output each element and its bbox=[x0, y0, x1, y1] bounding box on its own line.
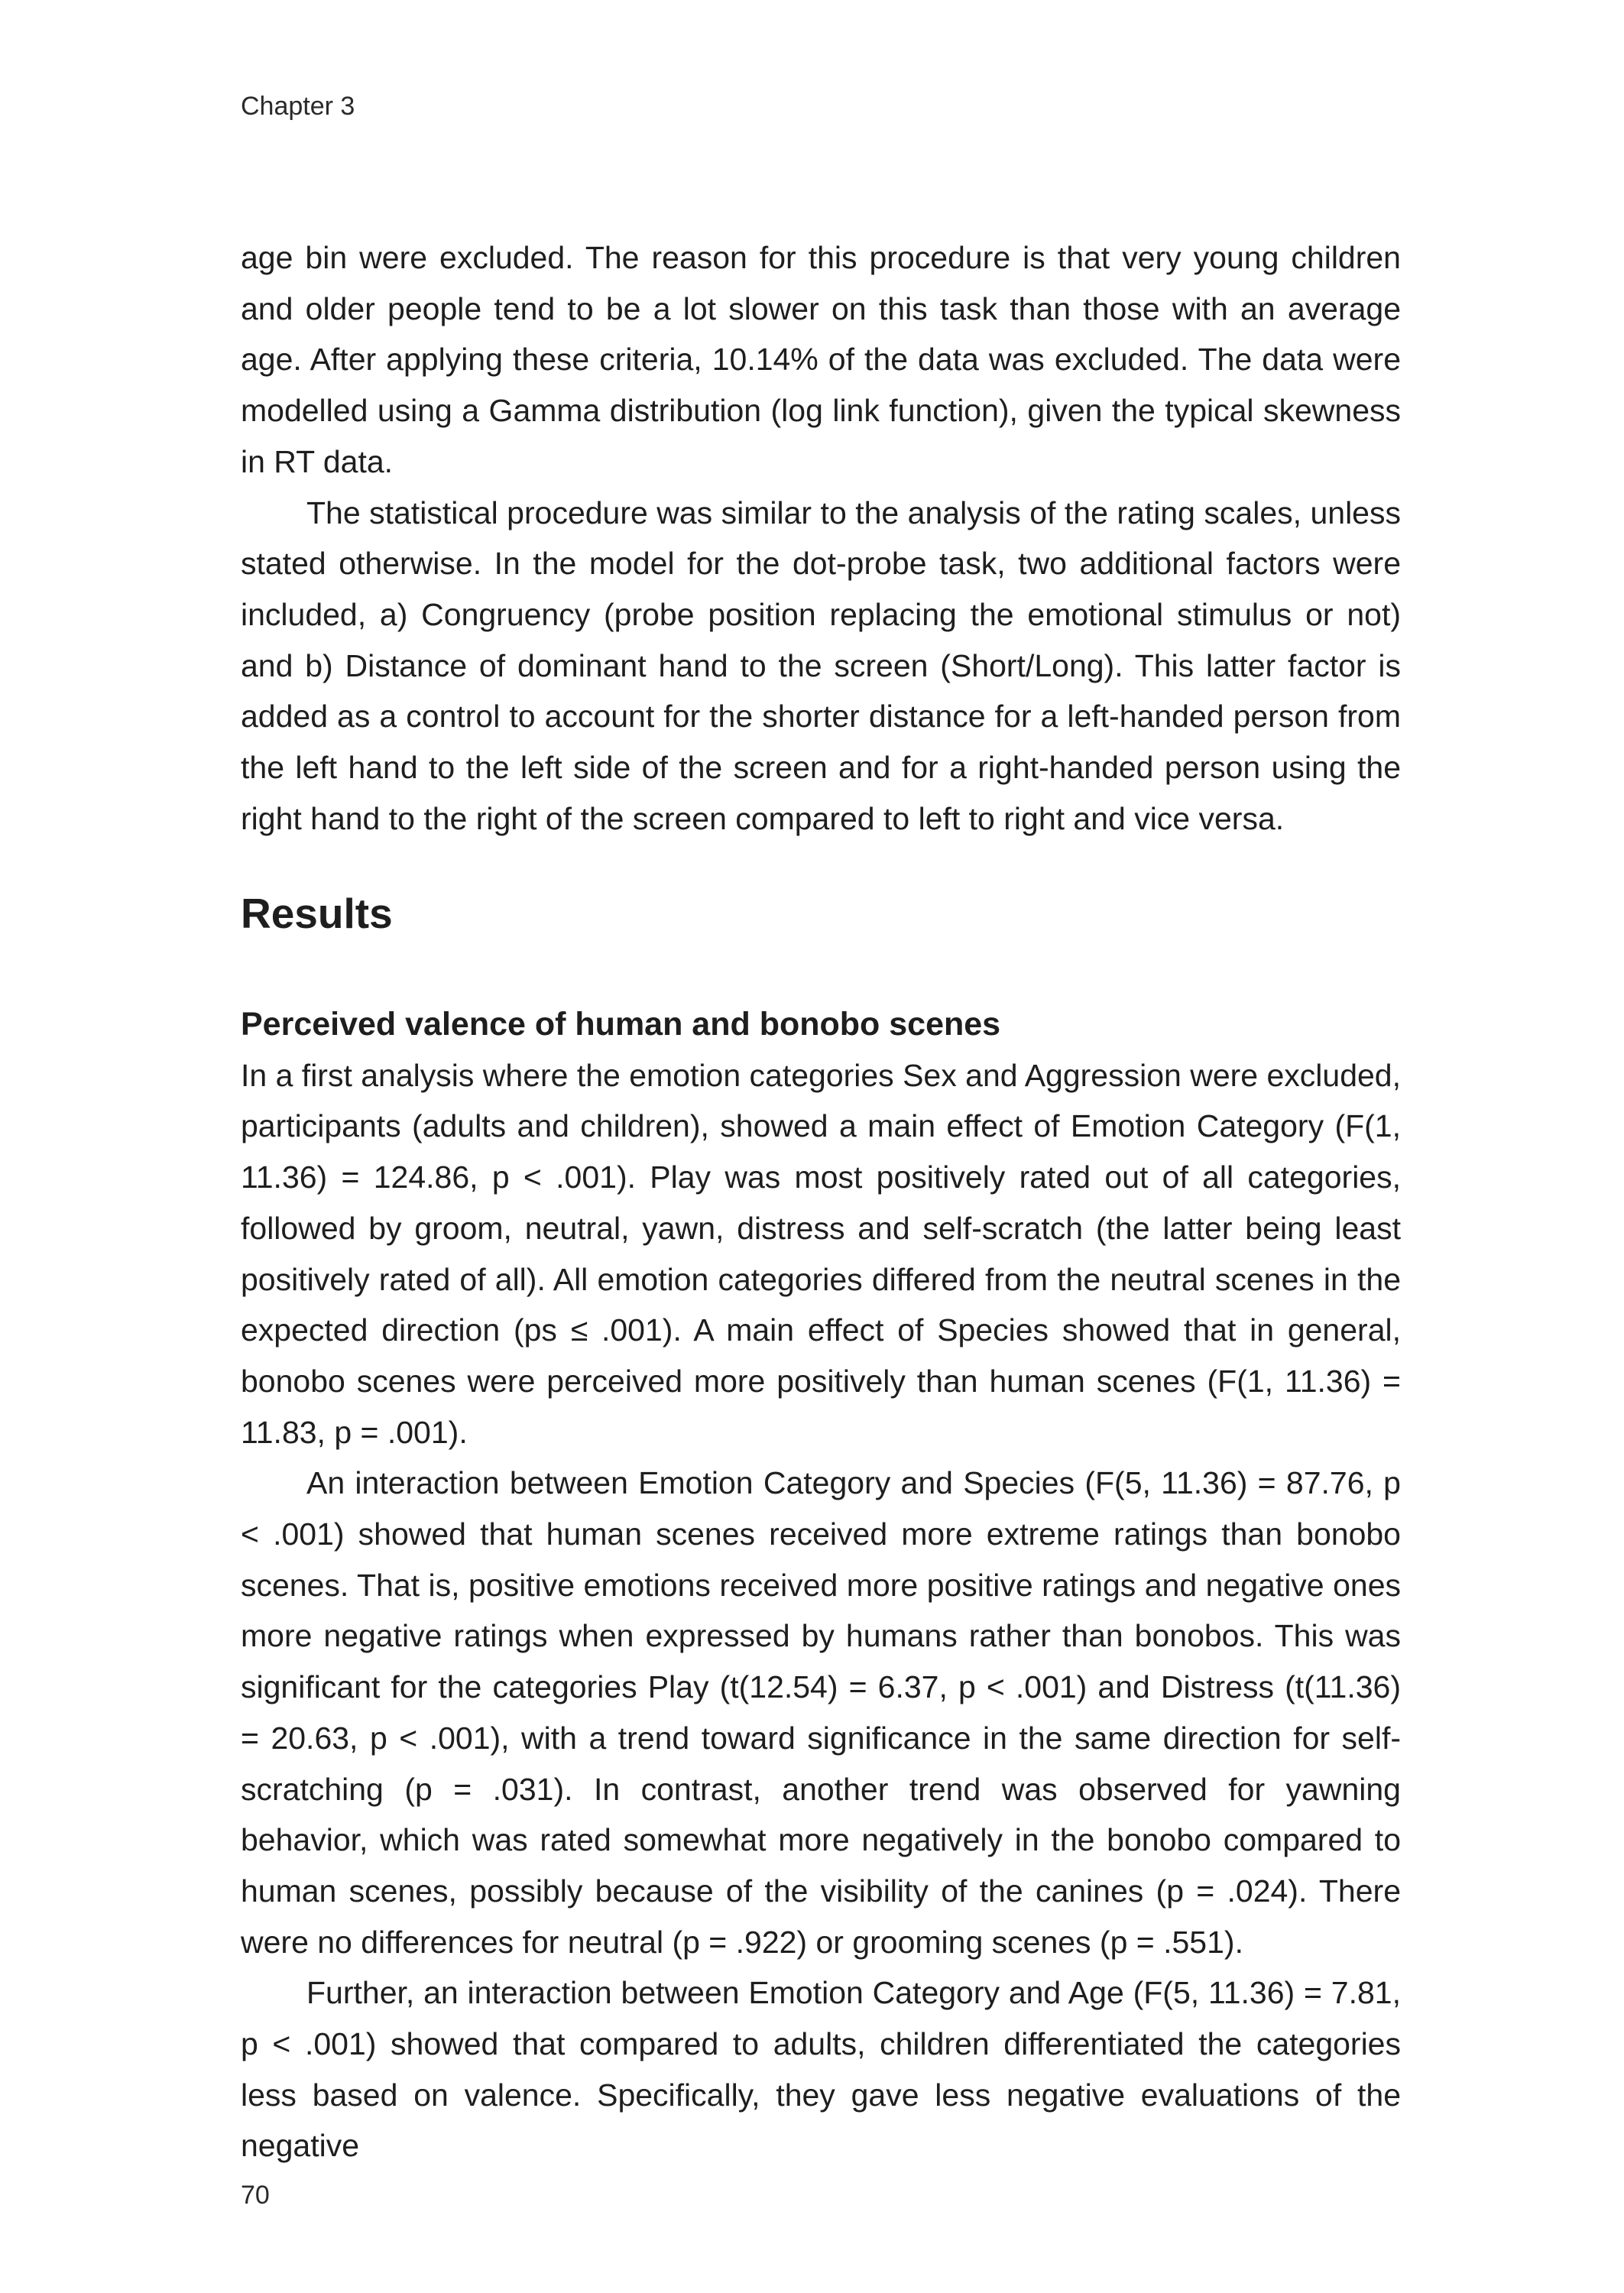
page-number: 70 bbox=[241, 2181, 270, 2210]
results-paragraph-3: Further, an interaction between Emotion Category and Age (F(5, 11.36) = 7.81, p < .001) showed that compared to adults, children differentiated the categories less based on valence. Specifically, they gave less negative evaluations of the negative bbox=[241, 1975, 1401, 2164]
methods-text bbox=[241, 232, 1401, 844]
running-head: Chapter 3 bbox=[241, 92, 355, 121]
results-text bbox=[241, 999, 1401, 2171]
results-heading: Results bbox=[241, 890, 393, 937]
results-paragraph-2: An interaction between Emotion Category and Species (F(5, 11.36) = 87.76, p < .001) showed that human scenes received more extreme ratings than bonobo scenes. That is, positive emotions received more positive ratings and negative ones more negative ratings when expressed by humans rather than bonobos. This was significant for the categories Play (t(12.54) = 6.37, p < .001) and Distress (t(11.36) = 20.63, p < .001), with a trend toward significance in the same direction for self-scratching (p = .031). In contrast, another trend was observed for yawning behavior, which was rated somewhat more negatively in the bonobo compared to human scenes, possibly because of the visibility of the canines (p = .024). There were no differences for neutral (p = .922) or grooming scenes (p = .551). bbox=[241, 1465, 1401, 1960]
methods-paragraph-1: age bin were excluded. The reason for this procedure is that very young children and older people tend to be a lot slower on this task than those with an average age. After applying these criteria, 10.14% of the data was excluded. The data were modelled using a Gamma distribution (log link function), given the typical skewness in RT data. bbox=[241, 240, 1401, 479]
methods-paragraph-2: The statistical procedure was similar to the analysis of the rating scales, unless stated otherwise. In the model for the dot-probe task, two additional factors were included, a) Congruency (probe position replacing the emotional stimulus or not) and b) Distance of dominant hand to the screen (Short/Long). This latter factor is added as a control to account for the shorter distance for a left-handed person from the left hand to the left side of the screen and for a right-handed person using the right hand to the right of the screen compared to left to right and vice versa. bbox=[241, 495, 1401, 836]
results-paragraph-1: In a first analysis where the emotion categories Sex and Aggression were excluded, participants (adults and children), showed a main effect of Emotion Category (F(1, 11.36) = 124.86, p < .001). Play was most positively rated out of all categories, followed by groom, neutral, yawn, distress and self-scratch (the latter being least positively rated of all). All emotion categories differed from the neutral scenes in the expected direction (ps ≤ .001). A main effect of Species showed that in general, bonobo scenes were perceived more positively than human scenes (F(1, 11.36) = 11.83, p = .001). bbox=[241, 1057, 1401, 1450]
subsection-heading: Perceived valence of human and bonobo scenes bbox=[241, 1006, 1001, 1043]
